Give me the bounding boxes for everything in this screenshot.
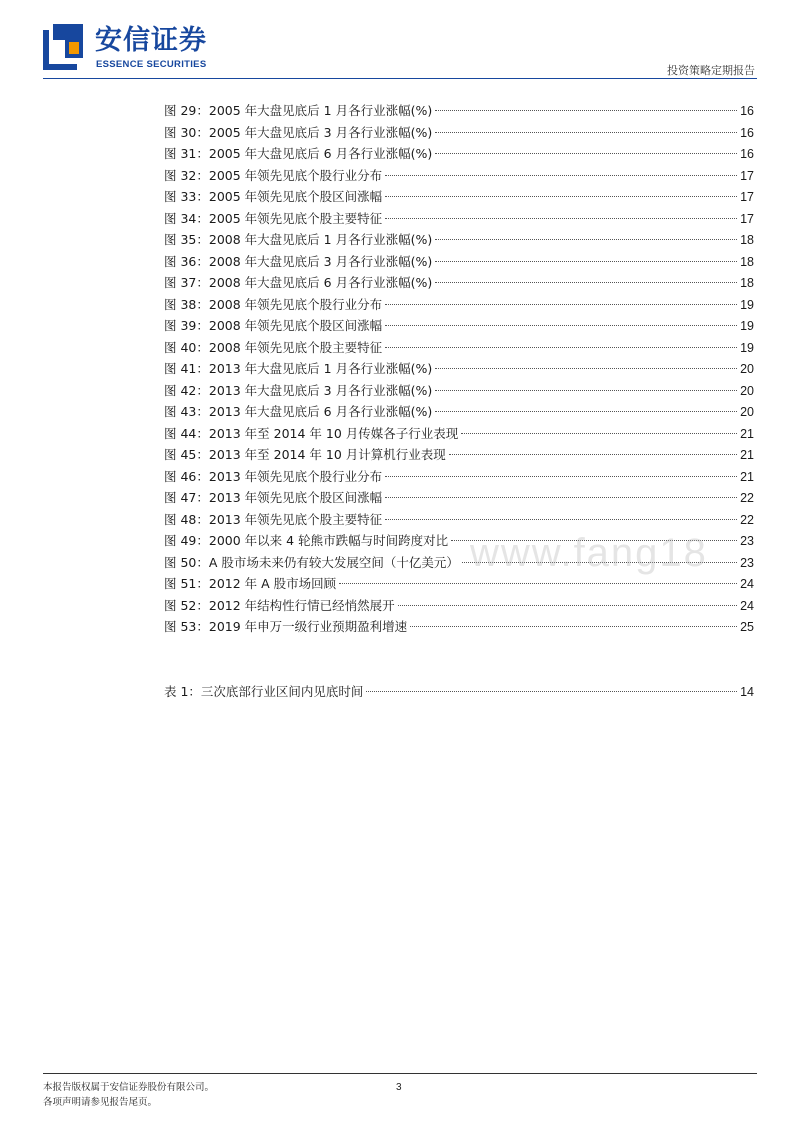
- toc-leader-dots: [435, 368, 737, 369]
- toc-leader-dots: [385, 218, 737, 219]
- figure-toc-entry[interactable]: [164, 251, 754, 273]
- toc-leader-dots: [435, 110, 737, 111]
- table-toc-entry[interactable]: [164, 681, 754, 703]
- toc-leader-dots: [385, 196, 737, 197]
- toc-page-number: 20: [740, 383, 754, 398]
- toc-leader-dots: [385, 304, 737, 305]
- header-divider: [43, 78, 757, 79]
- figure-toc-entry[interactable]: [164, 401, 754, 423]
- toc-page-number: 23: [740, 555, 754, 570]
- report-type: 投资策略定期报告: [667, 64, 755, 77]
- page-number: 3: [396, 1082, 402, 1093]
- toc-leader-dots: [435, 411, 737, 412]
- figure-toc-entry[interactable]: [164, 143, 754, 165]
- figure-toc-entry[interactable]: [164, 337, 754, 359]
- figure-toc-entry[interactable]: [164, 444, 754, 466]
- toc-page-number: 17: [740, 211, 754, 226]
- toc-leader-dots: [385, 519, 737, 520]
- figure-toc-entry[interactable]: [164, 165, 754, 187]
- toc-page-number: 18: [740, 254, 754, 269]
- figure-toc-entry[interactable]: [164, 616, 754, 638]
- toc-leader-dots: [435, 390, 737, 391]
- toc-entry-label[interactable]: 图 36：2008 年大盘见底后 3 月各行业涨幅(%): [164, 253, 433, 269]
- toc-page-number: 18: [740, 233, 754, 247]
- toc-entry-label[interactable]: 图 38：2008 年领先见底个股行业分布: [164, 296, 383, 312]
- figure-toc-entry[interactable]: [164, 208, 754, 230]
- toc-leader-dots: [398, 605, 737, 606]
- toc-entry-label[interactable]: 图 52：2012 年结构性行情已经悄然展开: [164, 597, 395, 613]
- disclaimer-notice: 各项声明请参见报告尾页。: [43, 1097, 158, 1108]
- figure-toc-entry[interactable]: [164, 272, 754, 294]
- toc-leader-dots: [410, 626, 737, 627]
- toc-page-number: 16: [740, 125, 754, 140]
- toc-leader-dots: [435, 132, 737, 133]
- toc-page-number: 14: [740, 685, 754, 699]
- toc-entry-label[interactable]: 图 47：2013 年领先见底个股区间涨幅: [164, 490, 383, 505]
- toc-entry-label[interactable]: 图 33：2005 年领先见底个股区间涨幅: [164, 189, 383, 204]
- toc-entry-label[interactable]: 图 51：2012 年 A 股市场回顾: [164, 576, 337, 591]
- toc-entry-label[interactable]: 图 46：2013 年领先见底个股行业分布: [164, 468, 383, 484]
- figure-toc-entry[interactable]: [164, 595, 754, 617]
- toc-entry-label[interactable]: 图 34：2005 年领先见底个股主要特征: [164, 210, 383, 226]
- figure-toc-entry[interactable]: [164, 573, 754, 595]
- toc-entry-label[interactable]: 图 49：2000 年以来 4 轮熊市跌幅与时间跨度对比: [164, 533, 449, 548]
- toc-leader-dots: [435, 261, 737, 262]
- toc-leader-dots: [435, 239, 737, 240]
- footer-disclaimer: [43, 1080, 214, 1110]
- toc-entry-label[interactable]: 图 41：2013 年大盘见底后 1 月各行业涨幅(%): [164, 361, 433, 376]
- toc-entry-label[interactable]: 图 30：2005 年大盘见底后 3 月各行业涨幅(%): [164, 124, 433, 140]
- figure-toc-entry[interactable]: [164, 423, 754, 445]
- toc-entry-label[interactable]: 图 43：2013 年大盘见底后 6 月各行业涨幅(%): [164, 404, 433, 419]
- company-name-en: ESSENCE SECURITIES: [96, 59, 207, 70]
- toc-leader-dots: [385, 497, 737, 498]
- toc-page-number: 21: [740, 426, 754, 441]
- toc-entry-label[interactable]: 图 45：2013 年至 2014 年 10 月计算机行业表现: [164, 447, 446, 462]
- toc-entry-label[interactable]: 图 50：A 股市场未来仍有较大发展空间（十亿美元）: [164, 554, 459, 570]
- toc-entry-label[interactable]: 图 42：2013 年大盘见底后 3 月各行业涨幅(%): [164, 382, 433, 398]
- toc-page-number: 18: [740, 276, 754, 290]
- toc-page-number: 19: [740, 297, 754, 312]
- table-list: [164, 681, 754, 703]
- figure-toc-entry[interactable]: [164, 100, 754, 122]
- toc-entry-label[interactable]: 图 31：2005 年大盘见底后 6 月各行业涨幅(%): [164, 146, 433, 161]
- company-logo-icon: [43, 24, 83, 70]
- toc-page-number: 19: [740, 319, 754, 333]
- figure-toc-entry[interactable]: [164, 229, 754, 251]
- toc-page-number: 16: [740, 104, 754, 118]
- figure-toc-entry[interactable]: [164, 466, 754, 488]
- toc-leader-dots: [366, 691, 737, 692]
- toc-entry-label[interactable]: 图 53：2019 年申万一级行业预期盈利增速: [164, 619, 408, 634]
- toc-entry-label[interactable]: 图 35：2008 年大盘见底后 1 月各行业涨幅(%): [164, 232, 433, 247]
- toc-page-number: 20: [740, 405, 754, 419]
- figure-toc-entry[interactable]: [164, 380, 754, 402]
- figure-toc-entry[interactable]: [164, 358, 754, 380]
- toc-page-number: 24: [740, 577, 754, 591]
- figure-toc-entry[interactable]: [164, 509, 754, 531]
- toc-leader-dots: [385, 347, 737, 348]
- figure-toc-entry[interactable]: [164, 122, 754, 144]
- figure-toc-entry[interactable]: [164, 315, 754, 337]
- toc-page-number: 17: [740, 168, 754, 183]
- toc-leader-dots: [385, 175, 737, 176]
- toc-leader-dots: [339, 583, 737, 584]
- company-name-cn: 安信证券: [95, 25, 207, 56]
- toc-page-number: 21: [740, 448, 754, 462]
- figure-toc-entry[interactable]: [164, 294, 754, 316]
- toc-leader-dots: [449, 454, 737, 455]
- toc-page-number: 16: [740, 147, 754, 161]
- toc-page-number: 21: [740, 469, 754, 484]
- toc-page-number: 25: [740, 620, 754, 634]
- toc-page-number: 20: [740, 362, 754, 376]
- toc-entry-label[interactable]: 图 32：2005 年领先见底个股行业分布: [164, 167, 383, 183]
- page-header: [0, 0, 800, 80]
- toc-entry-label[interactable]: 图 44：2013 年至 2014 年 10 月传媒各子行业表现: [164, 425, 459, 441]
- toc-entry-label[interactable]: 图 29：2005 年大盘见底后 1 月各行业涨幅(%): [164, 103, 433, 118]
- toc-entry-label[interactable]: 图 39：2008 年领先见底个股区间涨幅: [164, 318, 383, 333]
- toc-leader-dots: [461, 433, 737, 434]
- toc-page-number: 17: [740, 190, 754, 204]
- figure-toc-entry[interactable]: [164, 186, 754, 208]
- toc-leader-dots: [435, 153, 737, 154]
- toc-leader-dots: [385, 476, 737, 477]
- toc-entry-label[interactable]: 图 37：2008 年大盘见底后 6 月各行业涨幅(%): [164, 275, 433, 290]
- toc-page-number: 23: [740, 534, 754, 548]
- toc-leader-dots: [435, 282, 737, 283]
- toc-page-number: 19: [740, 340, 754, 355]
- toc-page-number: 22: [740, 491, 754, 505]
- toc-entry-label[interactable]: 图 40：2008 年领先见底个股主要特征: [164, 339, 383, 355]
- copyright-notice: 本报告版权属于安信证券股份有限公司。: [43, 1082, 215, 1093]
- toc-page-number: 24: [740, 598, 754, 613]
- toc-entry-label[interactable]: 图 48：2013 年领先见底个股主要特征: [164, 511, 383, 527]
- toc-entry-label[interactable]: 表 1：三次底部行业区间内见底时间: [164, 684, 364, 699]
- toc-page-number: 22: [740, 512, 754, 527]
- toc-leader-dots: [385, 325, 737, 326]
- watermark: www.fang18: [470, 531, 708, 575]
- figure-toc-entry[interactable]: [164, 487, 754, 509]
- footer-divider: [43, 1073, 757, 1074]
